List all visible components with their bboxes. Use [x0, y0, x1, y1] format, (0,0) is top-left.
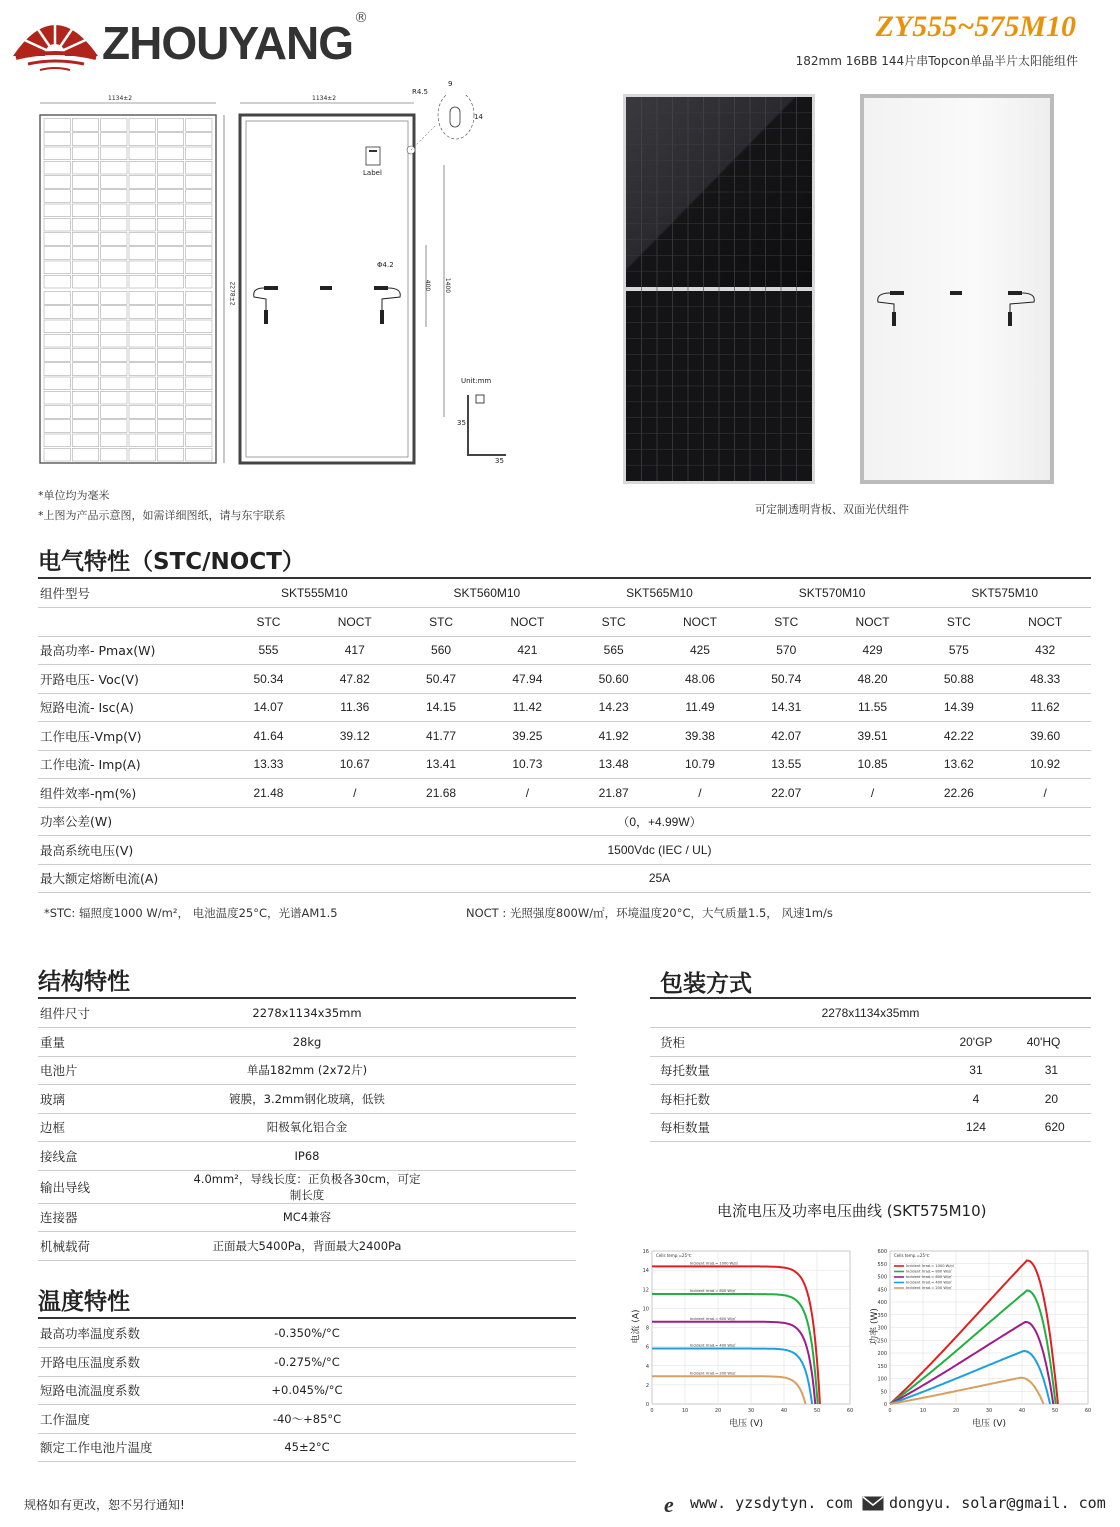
- condition-stc: STC: [918, 608, 999, 637]
- condition-stc: STC: [228, 608, 309, 637]
- pv-xlabel: 电压 (V): [972, 1419, 1007, 1429]
- y-tick-label: 2: [645, 1382, 649, 1389]
- back-panel-photo: [860, 94, 1054, 484]
- spec-label: 短路电流温度系数: [38, 1376, 188, 1405]
- packaging-value: 124: [935, 1113, 1016, 1142]
- spec-value: -0.275%/°C: [188, 1348, 576, 1377]
- cell-value: 39.38: [654, 722, 746, 751]
- y-tick-label: 4: [645, 1363, 649, 1370]
- spec-row: [38, 1113, 576, 1142]
- spec-row: [38, 1319, 576, 1348]
- iv-ylabel: 电流 (A): [631, 1309, 642, 1344]
- spec-row: [38, 999, 576, 1028]
- x-tick-label: 50: [813, 1408, 821, 1414]
- brand-name: ZHOUYANG: [102, 17, 353, 69]
- spec-value: +0.045%/°C: [188, 1376, 576, 1405]
- spec-label: 开路电压温度系数: [38, 1348, 188, 1377]
- cell-value: 21.68: [401, 779, 482, 808]
- cell-value: 570: [746, 636, 827, 665]
- container-label: 货柜: [650, 1028, 935, 1057]
- spec-label: 玻璃: [38, 1085, 188, 1114]
- y-tick-label: 100: [877, 1376, 887, 1383]
- merged-value: 1500Vdc (IEC / UL): [228, 836, 1091, 865]
- dim-hole: Φ4.2: [377, 261, 394, 269]
- cell-value: 14.39: [918, 693, 999, 722]
- electrical-merged-row: [38, 807, 1091, 836]
- front-panel-photo: [623, 94, 815, 484]
- package-size: 2278x1134x35mm: [650, 999, 1091, 1028]
- unit-label: Unit:mm: [461, 377, 492, 385]
- temperature-title: 温度特性: [38, 1289, 130, 1315]
- spec-value: 阳极氧化铝合金: [188, 1113, 576, 1142]
- dim-width-back: 1134±2: [312, 95, 337, 102]
- cell-value: 11.36: [309, 693, 401, 722]
- packaging-value: 31: [935, 1056, 1016, 1085]
- y-tick-label: 16: [642, 1249, 649, 1255]
- dim-14: 14: [474, 113, 483, 121]
- back-panel-drawing: [236, 95, 506, 470]
- cell-value: 50.34: [228, 665, 309, 694]
- iv-chart: [628, 1243, 858, 1435]
- label-tag: Label: [363, 169, 382, 177]
- x-tick-label: 40: [780, 1408, 788, 1414]
- legend-label: Incident Irrad.= 1000 W/㎡: [906, 1264, 955, 1268]
- x-tick-label: 40: [1018, 1408, 1026, 1414]
- cell-value: 13.33: [228, 750, 309, 779]
- email-link[interactable]: dongyu. solar@gmail. com: [889, 1494, 1106, 1512]
- x-tick-label: 30: [985, 1408, 993, 1414]
- row-label: 功率公差(W): [38, 807, 228, 836]
- cell-value: 13.41: [401, 750, 482, 779]
- condition-row: [38, 608, 1091, 637]
- package-size-row: [650, 999, 1091, 1028]
- y-tick-label: 12: [642, 1287, 649, 1294]
- row-label: 组件效率-ηm(%): [38, 779, 228, 808]
- y-tick-label: 450: [877, 1287, 887, 1294]
- temperature-table: [38, 1319, 576, 1462]
- y-tick-label: 10: [642, 1306, 649, 1313]
- container-row: [650, 1028, 1091, 1057]
- packaging-table: [650, 999, 1091, 1142]
- packaging-value: 31: [1017, 1056, 1091, 1085]
- logo: [8, 4, 103, 76]
- spec-row: [38, 1376, 576, 1405]
- electrical-row: [38, 636, 1091, 665]
- spec-label: 工作温度: [38, 1405, 188, 1434]
- y-tick-label: 600: [877, 1249, 887, 1255]
- packaging-row: [650, 1056, 1091, 1085]
- cell-value: 48.33: [999, 665, 1091, 694]
- model-row: [38, 579, 1091, 608]
- spec-label: 边框: [38, 1113, 188, 1142]
- model-name: SKT560M10: [401, 579, 574, 608]
- x-tick-label: 10: [681, 1408, 689, 1414]
- spec-label: 重量: [38, 1028, 188, 1057]
- pv-ylabel: 功率 (W): [869, 1308, 880, 1345]
- cell-value: 10.73: [482, 750, 574, 779]
- cell-value: 50.74: [746, 665, 827, 694]
- spec-row: [38, 1348, 576, 1377]
- electrical-table: [38, 579, 1091, 893]
- electrical-merged-row: [38, 836, 1091, 865]
- note-unit: *单位均为毫米: [38, 489, 110, 502]
- cell-value: 10.79: [654, 750, 746, 779]
- electrical-row: [38, 665, 1091, 694]
- packaging-label: 每柜托数: [650, 1085, 935, 1114]
- spec-label: 电池片: [38, 1056, 188, 1085]
- cell-value: 50.60: [573, 665, 654, 694]
- row-label: 最高系统电压(V): [38, 836, 228, 865]
- condition-stc: STC: [401, 608, 482, 637]
- front-panel-drawing: [36, 95, 226, 470]
- cell-value: 39.25: [482, 722, 574, 751]
- y-tick-label: 8: [645, 1325, 649, 1332]
- legend-label: Incident Irrad.= 600 W/㎡: [906, 1275, 952, 1279]
- mechanical-title: 结构特性: [38, 969, 130, 995]
- pv-chart: [866, 1243, 1096, 1435]
- spec-row: [38, 1170, 576, 1203]
- model-name: SKT570M10: [746, 579, 919, 608]
- cell-value: /: [309, 779, 401, 808]
- model-name: SKT575M10: [918, 579, 1091, 608]
- condition-stc: STC: [746, 608, 827, 637]
- condition-noct: NOCT: [999, 608, 1091, 637]
- cell-value: 22.07: [746, 779, 827, 808]
- note-drawing: *上图为产品示意图，如需详细图纸，请与东宇联系: [38, 509, 286, 522]
- cell-value: 47.82: [309, 665, 401, 694]
- spec-row: [38, 1142, 576, 1171]
- electrical-row: [38, 750, 1091, 779]
- cell-value: 42.22: [918, 722, 999, 751]
- electrical-title: 电气特性（STC/NOCT）: [38, 549, 305, 575]
- x-tick-label: 20: [952, 1408, 960, 1414]
- cell-value: 48.06: [654, 665, 746, 694]
- spec-label: 接线盒: [38, 1142, 188, 1171]
- cell-value: 565: [573, 636, 654, 665]
- cell-value: 21.87: [573, 779, 654, 808]
- x-tick-label: 60: [846, 1408, 854, 1414]
- cell-value: 14.07: [228, 693, 309, 722]
- web-icon: e: [664, 1492, 674, 1517]
- packaging-row: [650, 1085, 1091, 1114]
- cell-value: 429: [827, 636, 919, 665]
- model-title: ZY555~575M10: [875, 10, 1076, 43]
- row-label: 短路电流- Isc(A): [38, 693, 228, 722]
- cell-value: 417: [309, 636, 401, 665]
- condition-noct: NOCT: [309, 608, 401, 637]
- y-tick-label: 14: [642, 1268, 649, 1275]
- series-label: Incident Irrad.= 1000 W/㎡: [690, 1261, 739, 1266]
- cell-value: 13.48: [573, 750, 654, 779]
- cell-value: 41.77: [401, 722, 482, 751]
- cell-value: /: [827, 779, 919, 808]
- mail-icon: [862, 1496, 884, 1515]
- row-label: 最大额定熔断电流(A): [38, 864, 228, 893]
- spec-label: 输出导线: [38, 1170, 188, 1203]
- cell-value: 560: [401, 636, 482, 665]
- spec-label: 组件尺寸: [38, 999, 188, 1028]
- condition-noct: NOCT: [654, 608, 746, 637]
- dim-height: 2278±2: [228, 281, 236, 306]
- y-tick-label: 350: [877, 1312, 887, 1319]
- y-tick-label: 0: [883, 1402, 887, 1408]
- packaging-value: 20: [1017, 1085, 1091, 1114]
- cell-value: 421: [482, 636, 574, 665]
- dim-9: 9: [448, 80, 453, 88]
- row-label: 开路电压- Voc(V): [38, 665, 228, 694]
- spec-row: [38, 1433, 576, 1462]
- y-tick-label: 0: [645, 1402, 649, 1408]
- row-label: 工作电压-Vmp(V): [38, 722, 228, 751]
- cell-value: 10.92: [999, 750, 1091, 779]
- row-label: 最高功率- Pmax(W): [38, 636, 228, 665]
- registered-mark: ®: [354, 10, 368, 26]
- electrical-row: [38, 779, 1091, 808]
- dim-35-a: 35: [457, 419, 466, 427]
- cell-value: 39.12: [309, 722, 401, 751]
- cell-value: 13.55: [746, 750, 827, 779]
- x-tick-label: 50: [1051, 1408, 1059, 1414]
- cell-value: 50.47: [401, 665, 482, 694]
- spec-row: [38, 1405, 576, 1434]
- cell-value: 41.92: [573, 722, 654, 751]
- noct-note: NOCT : 光照强度800W/㎡，环境温度20°C，大气质量1.5， 风速1m/s: [466, 906, 833, 920]
- legend-label: Incident Irrad.= 800 W/㎡: [906, 1269, 952, 1274]
- photo-caption: 可定制透明背板、双面光伏组件: [755, 503, 909, 516]
- cell-value: 22.26: [918, 779, 999, 808]
- row-label: 工作电流- Imp(A): [38, 750, 228, 779]
- cell-value: 48.20: [827, 665, 919, 694]
- mechanical-table: [38, 999, 576, 1261]
- cell-value: 11.49: [654, 693, 746, 722]
- subtitle: 182mm 16BB 144片串Topcon单晶半片太阳能组件: [795, 54, 1078, 68]
- website-link[interactable]: www. yzsdytyn. com: [690, 1494, 853, 1512]
- cell-value: 41.64: [228, 722, 309, 751]
- container-40hq: 40'HQ: [1017, 1028, 1091, 1057]
- cell-value: 425: [654, 636, 746, 665]
- iv-xlabel: 电压 (V): [729, 1419, 764, 1429]
- y-tick-label: 250: [877, 1338, 887, 1345]
- cell-value: 10.67: [309, 750, 401, 779]
- packaging-value: 4: [935, 1085, 1016, 1114]
- cell-value: 39.51: [827, 722, 919, 751]
- cell-value: 575: [918, 636, 999, 665]
- legend-label: Incident Irrad.= 400 W/㎡: [906, 1280, 952, 1285]
- cell-value: 14.23: [573, 693, 654, 722]
- cell-value: 21.48: [228, 779, 309, 808]
- dim-35-b: 35: [495, 457, 504, 465]
- electrical-row: [38, 693, 1091, 722]
- spec-value: 45±2°C: [188, 1433, 576, 1462]
- model-name: SKT565M10: [573, 579, 746, 608]
- model-label: 组件型号: [38, 579, 228, 608]
- cells-temp-label: Cells temp.=25℃: [656, 1253, 692, 1258]
- spec-value: 单晶182mm (2x72片): [188, 1056, 576, 1085]
- disclaimer: 规格如有更改，恕不另行通知!: [24, 1498, 185, 1512]
- y-tick-label: 50: [880, 1389, 887, 1396]
- spec-label: 机械载荷: [38, 1232, 188, 1261]
- y-tick-label: 550: [877, 1261, 887, 1268]
- model-name: SKT555M10: [228, 579, 401, 608]
- stc-note: *STC: 辐照度1000 W/m²， 电池温度25°C，光谱AM1.5: [44, 906, 338, 920]
- cell-value: 10.85: [827, 750, 919, 779]
- spec-value: IP68: [188, 1142, 576, 1171]
- cell-value: 11.42: [482, 693, 574, 722]
- spec-label: 额定工作电池片温度: [38, 1433, 188, 1462]
- spec-label: 最高功率温度系数: [38, 1319, 188, 1348]
- x-tick-label: 30: [747, 1408, 755, 1414]
- spec-value: 镀膜，3.2mm钢化玻璃，低铁: [188, 1085, 576, 1114]
- cell-value: 14.31: [746, 693, 827, 722]
- cell-value: /: [999, 779, 1091, 808]
- condition-stc: STC: [573, 608, 654, 637]
- condition-noct: NOCT: [482, 608, 574, 637]
- merged-value: （0，+4.99W）: [228, 807, 1091, 836]
- electrical-row: [38, 722, 1091, 751]
- x-tick-label: 20: [714, 1408, 722, 1414]
- cell-value: 555: [228, 636, 309, 665]
- x-tick-label: 60: [1084, 1408, 1092, 1414]
- spec-label: 连接器: [38, 1203, 188, 1232]
- cell-value: 13.62: [918, 750, 999, 779]
- cell-value: /: [654, 779, 746, 808]
- y-tick-label: 150: [877, 1363, 887, 1370]
- x-tick-label: 0: [650, 1408, 654, 1414]
- cell-value: 11.55: [827, 693, 919, 722]
- series-label: Incident Irrad.= 400 W/㎡: [690, 1343, 736, 1348]
- series-label: Incident Irrad.= 800 W/㎡: [690, 1289, 736, 1294]
- legend-label: Incident Irrad.= 200 W/㎡: [906, 1286, 952, 1290]
- spec-row: [38, 1085, 576, 1114]
- y-tick-label: 6: [645, 1344, 649, 1351]
- series-label: Incident Irrad.= 200 W/㎡: [690, 1371, 736, 1376]
- dim-1400: 1400: [444, 277, 452, 294]
- cell-value: 14.15: [401, 693, 482, 722]
- spec-value: 正面最大5400Pa，背面最大2400Pa: [188, 1232, 576, 1261]
- cell-value: 11.62: [999, 693, 1091, 722]
- packaging-value: 620: [1017, 1113, 1091, 1142]
- cell-value: /: [482, 779, 574, 808]
- spec-value: 2278x1134x35mm: [188, 999, 576, 1028]
- condition-noct: NOCT: [827, 608, 919, 637]
- y-tick-label: 400: [877, 1300, 887, 1306]
- x-tick-label: 10: [919, 1408, 927, 1414]
- cells-temp-label: Cells temp.=25℃: [894, 1253, 930, 1258]
- merged-value: 25A: [228, 864, 1091, 893]
- cell-value: 42.07: [746, 722, 827, 751]
- spec-row: [38, 1028, 576, 1057]
- spec-value: 4.0mm²，导线长度：正负极各30cm，可定制长度: [188, 1170, 576, 1203]
- series-label: Incident Irrad.= 600 W/㎡: [690, 1316, 736, 1321]
- packaging-row: [650, 1113, 1091, 1142]
- electrical-merged-row: [38, 864, 1091, 893]
- dim-width-front: 1134±2: [108, 95, 133, 102]
- spec-value: MC4兼容: [188, 1203, 576, 1232]
- y-tick-label: 500: [877, 1274, 887, 1281]
- cell-value: 50.88: [918, 665, 999, 694]
- cell-value: 432: [999, 636, 1091, 665]
- y-tick-label: 200: [877, 1351, 887, 1357]
- spec-row: [38, 1203, 576, 1232]
- cell-value: 47.94: [482, 665, 574, 694]
- curves-title: 电流电压及功率电压曲线 (SKT575M10): [717, 1202, 987, 1220]
- spec-value: -40～+85°C: [188, 1405, 576, 1434]
- container-20gp: 20'GP: [935, 1028, 1016, 1057]
- cell-value: 39.60: [999, 722, 1091, 751]
- packaging-label: 每托数量: [650, 1056, 935, 1085]
- y-tick-label: 300: [877, 1325, 887, 1332]
- spec-row: [38, 1232, 576, 1261]
- spec-value: 28kg: [188, 1028, 576, 1057]
- dim-400: 400: [424, 279, 432, 292]
- dim-r: R4.5: [412, 88, 428, 96]
- packaging-label: 每柜数量: [650, 1113, 935, 1142]
- spec-value: -0.350%/°C: [188, 1319, 576, 1348]
- spec-row: [38, 1056, 576, 1085]
- packaging-title: 包装方式: [660, 971, 752, 997]
- x-tick-label: 0: [888, 1408, 892, 1414]
